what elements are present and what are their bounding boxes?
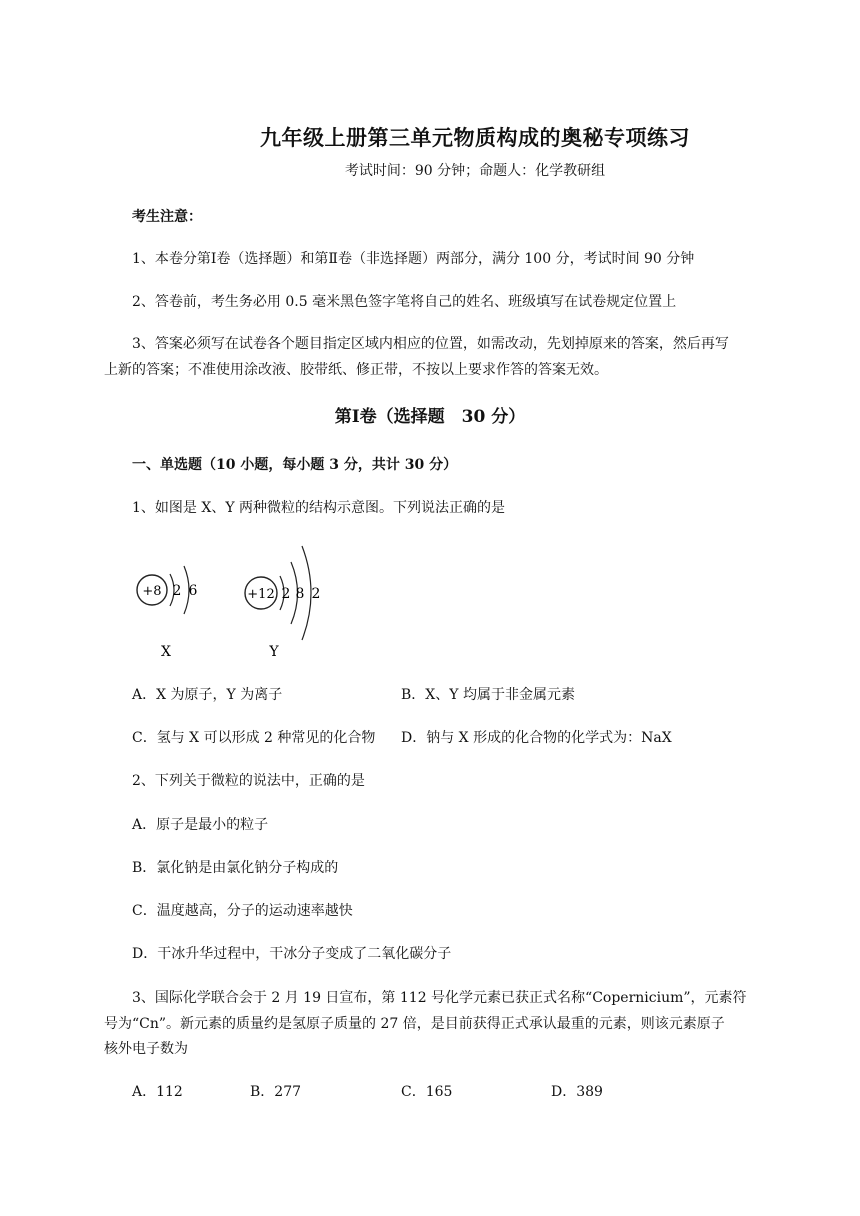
x-shell-2-electrons: 6 [188, 583, 198, 599]
notice-item-2: 2、答卷前，考生务必用 0.5 毫米黑色签字笔将自己的姓名、班级填写在试卷规定位置上 [132, 294, 677, 310]
y-label: Y [269, 644, 279, 660]
exam-info: 考试时间：90 分钟；命题人：化学教研组 [344, 163, 606, 179]
question-2-stem: 2、下列关于微粒的说法中，正确的是 [132, 773, 365, 789]
page-title: 九年级上册第三单元物质构成的奥秘专项练习 [260, 125, 690, 150]
x-shell-1-electrons: 2 [172, 583, 182, 599]
notice-item-1: 1、本卷分第Ⅰ卷（选择题）和第Ⅱ卷（非选择题）两部分，满分 100 分，考试时间 90 分钟 [132, 251, 695, 267]
x-nucleus-charge: +8 [142, 584, 162, 599]
y-nucleus-charge: +12 [247, 587, 275, 602]
particle-y-diagram [245, 546, 320, 660]
x-label: X [161, 644, 171, 660]
question-3-option-c: C．165 [401, 1084, 453, 1100]
part-title: 一、单选题（10 小题，每小题 3 分，共计 30 分） [132, 457, 458, 473]
question-3-stem-line-3: 核外电子数为 [104, 1041, 188, 1057]
y-shell-1-electrons: 2 [281, 586, 291, 602]
question-3-option-d: D．389 [551, 1084, 603, 1100]
atomic-structure-diagram [130, 538, 340, 668]
notice-heading: 考生注意： [132, 209, 202, 225]
question-3-stem-line-1: 3、国际化学联合会于 2 月 19 日宣布，第 112 号化学元素已获正式名称“Copernicium”，元素符 [132, 990, 747, 1006]
question-1-option-d: D．钠与 X 形成的化合物的化学式为：NaX [401, 730, 672, 746]
question-3-stem-line-2: 号为“Cn”。新元素的质量约是氢原子质量的 27 倍，是目前获得正式承认最重的元素，则该元素原子 [104, 1016, 725, 1032]
section-title: 第Ⅰ卷（选择题 30 分） [334, 407, 526, 427]
question-2-option-a: A．原子是最小的粒子 [132, 817, 269, 833]
question-3-option-b: B．277 [250, 1084, 302, 1100]
question-2-option-d: D．干冰升华过程中，干冰分子变成了二氧化碳分子 [132, 946, 452, 962]
y-shell-3-electrons: 2 [311, 586, 321, 602]
notice-item-3: 3、答案必须写在试卷各个题目指定区域内相应的位置，如需改动，先划掉原来的答案，然后再写 [132, 336, 729, 352]
particle-x-diagram [137, 566, 198, 660]
question-2-option-c: C．温度越高，分子的运动速率越快 [132, 903, 353, 919]
question-1-option-a: A．X 为原子，Y 为离子 [132, 687, 283, 703]
y-shell-2-electrons: 8 [295, 586, 305, 602]
notice-item-3-cont: 上新的答案；不准使用涂改液、胶带纸、修正带，不按以上要求作答的答案无效。 [104, 362, 608, 378]
question-3-option-a: A．112 [132, 1084, 183, 1100]
question-2-option-b: B．氯化钠是由氯化钠分子构成的 [132, 860, 339, 876]
question-1-stem: 1、如图是 X、Y 两种微粒的结构示意图。下列说法正确的是 [132, 500, 506, 516]
question-1-option-b: B．X、Y 均属于非金属元素 [401, 687, 575, 703]
question-1-option-c: C．氢与 X 可以形成 2 种常见的化合物 [132, 730, 376, 746]
